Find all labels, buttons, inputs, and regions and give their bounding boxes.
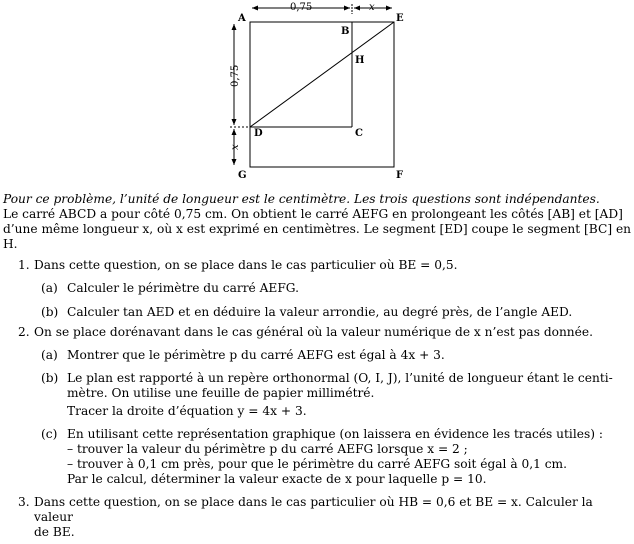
- question-1a: [3, 281, 633, 296]
- question-1a-label: (a): [41, 281, 58, 295]
- label-g: G: [238, 170, 247, 181]
- question-2a: [3, 348, 633, 363]
- question-1b: [3, 305, 633, 320]
- dim-left-075-label: 0,75: [230, 64, 241, 87]
- question-2-text: On se place dorénavant dans le cas général où la valeur numérique de x n’est pas donnée.: [34, 325, 593, 339]
- statement-line-3: H.: [3, 237, 18, 251]
- geometry-figure: [0, 0, 634, 190]
- question-2c: [3, 427, 633, 487]
- question-2b-label: (b): [41, 371, 59, 385]
- question-2a-text: Montrer que le périmètre p du carré AEFG est égal à 4x + 3.: [67, 348, 445, 362]
- question-3-line-2: de BE.: [34, 525, 75, 539]
- dim-top-x-label: x: [369, 2, 375, 13]
- label-h: H: [355, 55, 365, 66]
- question-2c-label: (c): [41, 427, 58, 441]
- label-d: D: [254, 128, 263, 139]
- label-e: E: [396, 13, 404, 24]
- question-2a-label: (a): [41, 348, 58, 362]
- question-1: [3, 258, 633, 273]
- question-2: [3, 325, 633, 340]
- segment-de: [250, 22, 394, 127]
- question-1a-text: Calculer le périmètre du carré AEFG.: [67, 281, 299, 295]
- question-2b-line-3: Tracer la droite d’équation y = 4x + 3.: [67, 404, 307, 418]
- question-1-number: 1.: [18, 258, 30, 272]
- question-1-text: Dans cette question, on se place dans le cas particulier où BE = 0,5.: [34, 258, 458, 272]
- question-3: [3, 495, 633, 540]
- statement-line-1: Le carré ABCD a pour côté 0,75 cm. On obtient le carré AEFG en prolongeant les côtés [AB] et [AD]: [3, 207, 623, 221]
- question-2c-line-4: Par le calcul, déterminer la valeur exacte de x pour laquelle p = 10.: [67, 472, 487, 486]
- question-2c-line-3: – trouver à 0,1 cm près, pour que le périmètre du carré AEFG soit égal à 0,1 cm.: [67, 457, 567, 471]
- question-3-line-1: Dans cette question, on se place dans le cas particulier où HB = 0,6 et BE = x. Calculer la valeur: [34, 495, 593, 524]
- question-2c-line-2: – trouver la valeur du périmètre p du carré AEFG lorsque x = 2 ;: [67, 442, 468, 456]
- question-2b-line-2: mètre. On utilise une feuille de papier millimétré.: [67, 386, 375, 400]
- question-3-number: 3.: [18, 495, 30, 509]
- dim-left-x-label: x: [230, 144, 241, 150]
- label-a: A: [238, 13, 246, 24]
- statement-line-2: d’une même longueur x, où x est exprimé en centimètres. Le segment [ED] coupe le segment [BC] en: [3, 222, 632, 236]
- question-2b-line-1: Le plan est rapporté à un repère orthonormal (O, I, J), l’unité de longueur étant le centi-: [67, 371, 613, 385]
- question-2c-line-1: En utilisant cette représentation graphique (on laissera en évidence les tracés utiles) :: [67, 427, 603, 441]
- dim-top-075-label: 0,75: [290, 2, 313, 13]
- label-b: B: [341, 26, 350, 37]
- label-f: F: [396, 170, 404, 181]
- square-aefg: [250, 22, 394, 167]
- question-1b-text: Calculer tan AED et en déduire la valeur arrondie, au degré près, de l’angle AED.: [67, 305, 573, 319]
- question-2b: [3, 371, 633, 419]
- intro-line: Pour ce problème, l’unité de longueur est le centimètre. Les trois questions sont indépendantes.: [3, 192, 600, 206]
- question-1b-label: (b): [41, 305, 59, 319]
- problem-text: [3, 192, 633, 540]
- question-2-number: 2.: [18, 325, 30, 339]
- label-c: C: [355, 128, 363, 139]
